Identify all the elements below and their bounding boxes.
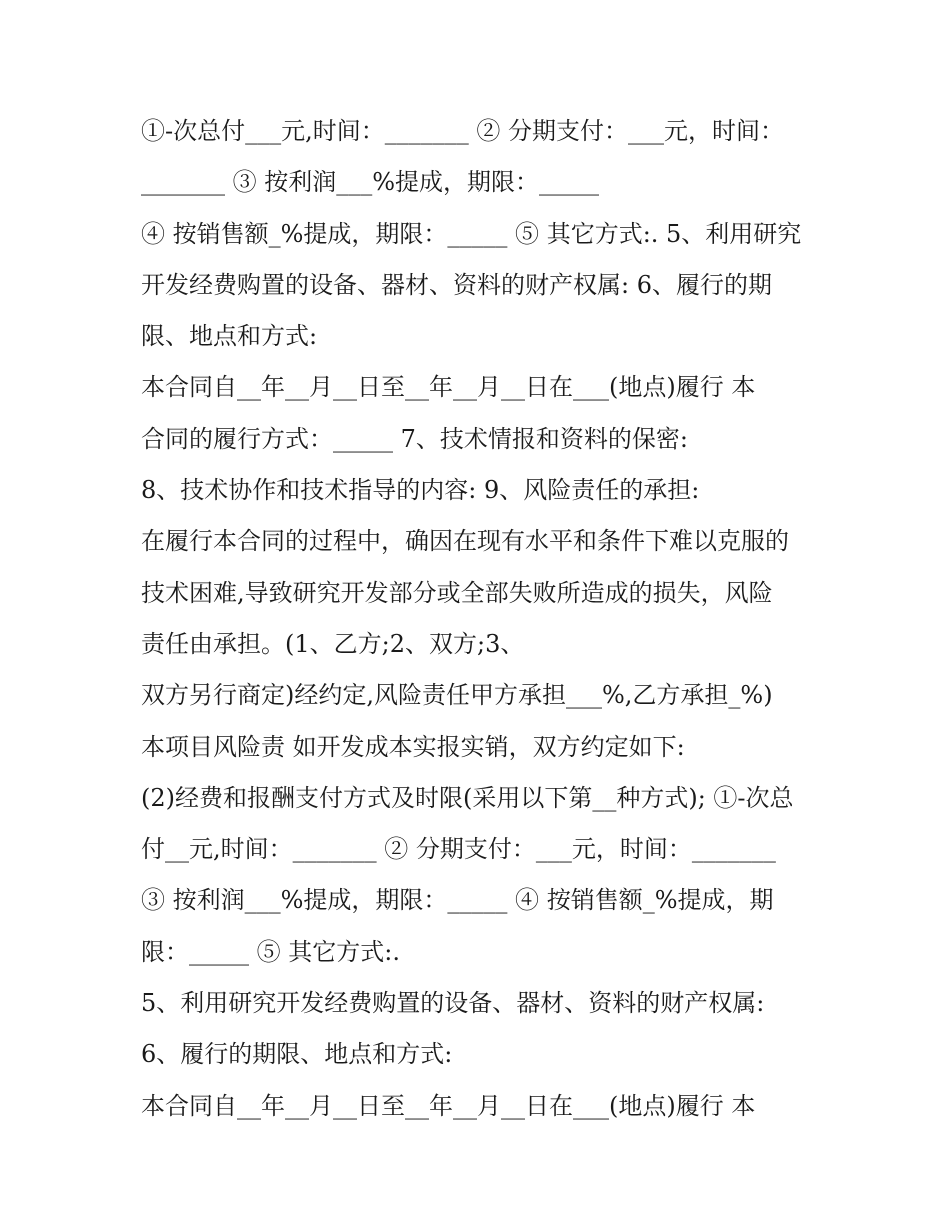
- text-line: 本合同自__年__月__日至__年__月__日在___(地点)履行 本: [141, 373, 756, 402]
- text-line: 技术困难,导致研究开发部分或全部失败所造成的损失，风险: [141, 578, 773, 607]
- text-line: ④ 按销售额_%提成，期限：_____ ⑤ 其它方式:. 5、利用研究: [141, 219, 802, 248]
- text-line: 开发经费购置的设备、器材、资料的财产权属: 6、履行的期: [141, 270, 772, 299]
- text-line: 责任由承担。(1、乙方;2、双方;3、: [141, 629, 525, 658]
- text-line: 在履行本合同的过程中，确因在现有水平和条件下难以克服的: [141, 527, 789, 556]
- text-line: 本合同自__年__月__日至__年__月__日在___(地点)履行 本: [141, 1091, 756, 1120]
- text-line: 本项目风险责 如开发成本实报实销，双方约定如下:: [141, 732, 685, 761]
- text-line: 5、利用研究开发经费购置的设备、器材、资料的财产权属:: [141, 989, 765, 1018]
- text-line: 限：_____ ⑤ 其它方式:.: [141, 937, 400, 966]
- text-line: 合同的履行方式：_____ 7、技术情报和资料的保密:: [141, 424, 688, 453]
- contract-text: [141, 106, 821, 1132]
- text-line: 双方另行商定)经约定,风险责任甲方承担___%,乙方承担_%): [141, 681, 773, 710]
- text-line: _______ ③ 按利润___%提成，期限：_____: [141, 168, 600, 197]
- text-line: ③ 按利润___%提成，期限：_____ ④ 按销售额_%提成，期: [141, 886, 774, 915]
- text-line: 6、履行的期限、地点和方式:: [141, 1040, 453, 1069]
- text-line: 限、地点和方式:: [141, 322, 318, 351]
- text-line: ①-次总付___元,时间：_______ ② 分期支付：___元，时间：: [141, 117, 784, 145]
- text-line: 付__元,时间：_______ ② 分期支付：___元，时间：_______: [141, 835, 776, 864]
- text-line: 8、技术协作和技术指导的内容: 9、风险责任的承担:: [141, 476, 700, 505]
- text-line: (2)经费和报酬支付方式及时限(采用以下第__种方式); ①-次总: [141, 783, 794, 812]
